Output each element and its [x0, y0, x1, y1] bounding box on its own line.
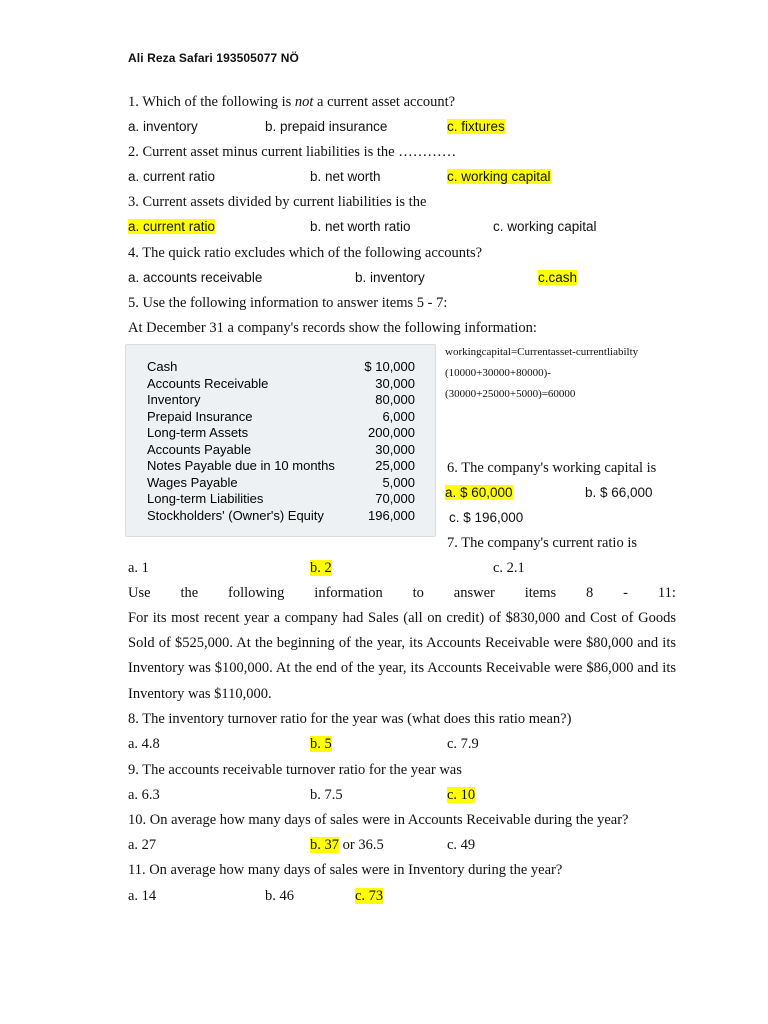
row-label: Accounts Receivable — [147, 375, 269, 391]
q8-option-c: c. 7.9 — [447, 736, 479, 752]
question-5: 5. Use the following information to answer items 5 - 7: — [128, 295, 448, 311]
word: 8 — [586, 585, 594, 601]
question-1-emphasis: not — [294, 94, 314, 110]
calc-line-3: (30000+25000+5000)=60000 — [445, 388, 576, 400]
word: answer — [453, 585, 495, 601]
q10-option-b — [310, 835, 384, 855]
question-9: 9. The accounts receivable turnover ratio for the year was — [128, 762, 462, 778]
q10-option-c: c. 49 — [447, 837, 476, 853]
q1-option-b: b. prepaid insurance — [265, 119, 388, 134]
calc-line-2: (10000+30000+80000)- — [445, 367, 551, 379]
row-label: Wages Payable — [147, 474, 238, 490]
question-1 — [128, 92, 455, 112]
row-value: 70,000 — [375, 491, 415, 506]
records-intro: At December 31 a company's records show the following information: — [128, 320, 537, 336]
word: following — [228, 585, 285, 601]
q11-option-b: b. 46 — [265, 888, 294, 904]
q6-option-c: c. $ 196,000 — [449, 510, 524, 525]
row-label: Accounts Payable — [147, 441, 252, 457]
q2-option-a: a. current ratio — [128, 169, 216, 184]
row-value: 30,000 — [375, 441, 415, 457]
question-4: 4. The quick ratio excludes which of the following accounts? — [128, 245, 483, 261]
q7-option-c: c. 2.1 — [493, 560, 525, 576]
row-label: Cash — [147, 359, 178, 374]
q7-option-a: a. 1 — [128, 560, 149, 576]
row-value: 6,000 — [382, 408, 415, 424]
question-11: 11. On average how many days of sales were in Inventory during the year? — [128, 862, 563, 878]
q4-option-a: a. accounts receivable — [128, 270, 263, 285]
q10-option-b-note: or 36.5 — [339, 837, 384, 853]
author-header: Ali Reza Safari 193505077 NÖ — [128, 51, 299, 65]
row-value: 200,000 — [368, 425, 415, 440]
q1-option-c-selected: c. fixtures — [447, 119, 505, 134]
q7-option-b-selected: b. 2 — [310, 560, 332, 576]
row-label: Long-term Assets — [147, 425, 249, 440]
row-label: Prepaid Insurance — [147, 408, 253, 424]
q1-option-a: a. inventory — [128, 119, 198, 134]
passage-line-1 — [128, 583, 676, 603]
records-table — [125, 344, 436, 537]
row-label: Notes Payable due in 10 months — [147, 458, 335, 473]
question-1-text-end: a current asset account? — [313, 94, 456, 110]
word: items — [524, 585, 557, 601]
question-3: 3. Current assets divided by current liabilities is the — [128, 194, 427, 210]
passage-body: For its most recent year a company had Sales (all on credit) of $830,000 and Cost of Goods Sold of $525,000. At the beginning of the year, its Accounts Receivable were $80,000 and its Inventory was $100,000. At the end of the year, its Accounts Receivable were $86,000 and its Inventory was $110,000. — [128, 610, 676, 702]
q11-option-a: a. 14 — [128, 888, 157, 904]
row-label: Stockholders' (Owner's) Equity — [147, 507, 324, 523]
q6-option-b: b. $ 66,000 — [585, 485, 653, 500]
q3-option-a-selected: a. current ratio — [128, 219, 216, 234]
row-label: Inventory — [147, 392, 201, 407]
q9-option-c-selected: c. 10 — [447, 787, 476, 803]
row-value: 30,000 — [375, 375, 415, 391]
question-8: 8. The inventory turnover ratio for the year was (what does this ratio mean?) — [128, 711, 572, 727]
row-value: 196,000 — [368, 507, 415, 523]
row-label: Long-term Liabilities — [147, 491, 264, 506]
word: 11: — [657, 585, 676, 601]
word: the — [180, 585, 199, 601]
question-6: 6. The company's working capital is — [447, 460, 657, 476]
q3-option-c: c. working capital — [493, 219, 597, 234]
q8-option-b-selected: b. 5 — [310, 736, 332, 752]
q4-option-c-selected: c.cash — [538, 270, 578, 285]
word: Use — [128, 585, 151, 601]
question-10: 10. On average how many days of sales were in Accounts Receivable during the year? — [128, 812, 629, 828]
question-1-text: 1. Which of the following is — [128, 94, 295, 110]
q10-option-a: a. 27 — [128, 837, 157, 853]
question-2: 2. Current asset minus current liabilities is the ………… — [128, 144, 457, 160]
calc-line-1: workingcapital=Currentasset-currentliabilty — [445, 346, 639, 358]
q11-option-c-selected: c. 73 — [355, 888, 384, 904]
question-7: 7. The company's current ratio is — [447, 535, 637, 551]
q2-option-b: b. net worth — [310, 169, 381, 184]
word: information — [314, 585, 383, 601]
q10-option-b-selected: b. 37 — [310, 837, 339, 853]
q6-option-a-selected: a. $ 60,000 — [445, 485, 513, 500]
row-value: $ 10,000 — [364, 359, 415, 374]
word: to — [412, 585, 424, 601]
q8-option-a: a. 4.8 — [128, 736, 160, 752]
word: - — [623, 585, 629, 601]
q2-option-c-selected: c. working capital — [447, 169, 551, 184]
row-value: 25,000 — [375, 458, 415, 473]
row-value: 5,000 — [382, 474, 415, 490]
q9-option-a: a. 6.3 — [128, 787, 160, 803]
q3-option-b: b. net worth ratio — [310, 219, 411, 234]
q9-option-b: b. 7.5 — [310, 787, 343, 803]
q4-option-b: b. inventory — [355, 270, 425, 285]
row-value: 80,000 — [375, 392, 415, 407]
